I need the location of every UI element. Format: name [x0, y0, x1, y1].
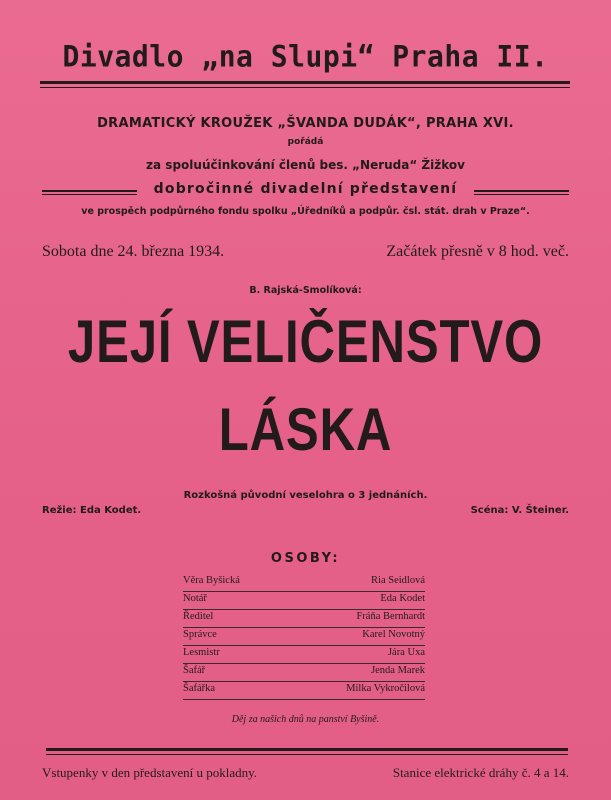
- cast-row: [183, 682, 425, 700]
- event-start-time: Začátek přesně v 8 hod. več.: [386, 243, 569, 260]
- cast-row: [183, 592, 425, 610]
- director-credit: Režie: Eda Kodet.: [42, 505, 142, 516]
- cast-row: [183, 646, 425, 664]
- play-title-line2: LÁSKA: [218, 396, 393, 463]
- cast-row: [183, 574, 425, 592]
- organizer-line: DRAMATICKÝ KROUŽEK „ŠVANDA DUDÁK“, PRAHA XVI.: [97, 116, 514, 131]
- cast-role: Šafářka: [183, 683, 216, 694]
- cast-actor: Eda Kodet: [380, 593, 425, 604]
- cast-role: Věra Byšická: [183, 575, 240, 586]
- tram-info: Stanice elektrické dráhy č. 4 a 14.: [392, 765, 569, 780]
- cast-actor: Jára Uxa: [387, 647, 425, 658]
- cast-row: [183, 610, 425, 628]
- cast-list: [183, 574, 425, 700]
- charity-line: dobročinné divadelní představení: [153, 181, 458, 197]
- play-title-line1: JEJÍ VELIČENSTVO: [67, 308, 544, 375]
- play-author: B. Rajská-Smolíková:: [249, 285, 362, 296]
- cast-role: Notář: [183, 593, 207, 604]
- cast-row: [183, 628, 425, 646]
- cast-heading: OSOBY:: [270, 551, 341, 566]
- footer-rule-thin: [46, 754, 568, 755]
- scene-credit: Scéna: V. Šteiner.: [470, 505, 569, 516]
- cast-actor: Jenda Marek: [371, 665, 425, 676]
- cooperation-line: za spoluúčinkování členů bes. „Neruda“ Žižkov: [146, 158, 465, 172]
- header-rule-thin: [40, 87, 570, 88]
- theatre-title: Divadlo „na Slupi“ Praha II.: [62, 39, 549, 74]
- cast-role: Lesmistr: [183, 647, 220, 658]
- cast-row: [183, 664, 425, 682]
- charity-rule-right-thin: [474, 194, 569, 195]
- charity-rule-right: [474, 190, 569, 192]
- cast-actor: Ria Seidlová: [371, 575, 425, 586]
- setting-note: Děj za našich dnů na panství Byšině.: [231, 714, 380, 725]
- cast-role: Správce: [183, 629, 217, 640]
- cast-actor: Milka Vykročilová: [346, 683, 425, 694]
- cast-actor: Karel Novotný: [362, 629, 425, 640]
- cast-role: Šafář: [183, 665, 206, 676]
- cast-actor: Fráňa Bernhardt: [356, 611, 425, 622]
- tickets-info: Vstupenky v den představení u pokladny.: [42, 765, 258, 780]
- event-date: Sobota dne 24. března 1934.: [42, 243, 225, 260]
- header-rule-thick: [40, 81, 570, 84]
- play-subtitle: Rozkošná původní veselohra o 3 jednáních.: [183, 490, 428, 501]
- benefit-line: ve prospěch podpůrného fondu spolku „Úředníků a podpůr. čsl. stát. drah v Praze“.: [81, 206, 530, 217]
- presents-line: pořádá: [287, 137, 324, 147]
- cast-role: Ředitel: [183, 611, 214, 622]
- footer-rule-thick: [46, 748, 568, 751]
